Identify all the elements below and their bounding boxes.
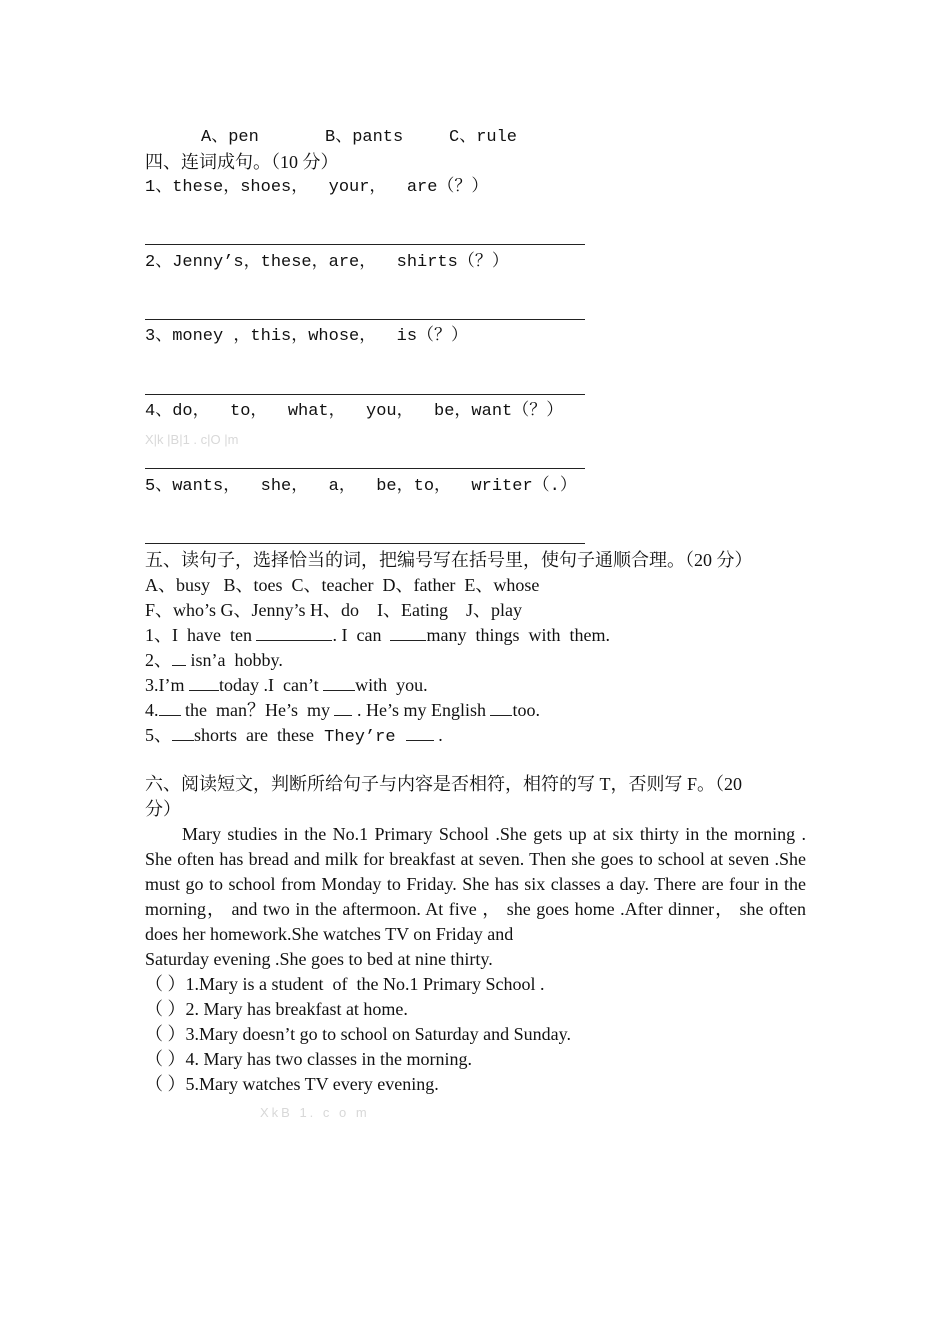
section6-title: 六、阅读短文，判断所给句子与内容是否相符，相符的写 T，否则写 F。（20 xyxy=(145,774,743,794)
statement-3: （ ）3.Mary doesn’t go to school on Saturday and Sunday. xyxy=(145,1024,571,1044)
sentence-4-part: . He’s my English xyxy=(352,700,491,720)
statement-2: （ ）2. Mary has breakfast at home. xyxy=(145,999,408,1019)
sentence-1 xyxy=(145,623,610,647)
sentence-5-part: They’re xyxy=(313,728,406,747)
word-bank-row-1: A、busy B、toes C、teacher D、father E、whose xyxy=(145,575,540,595)
statement-4: （ ）4. Mary has two classes in the morning. xyxy=(145,1049,472,1069)
blank xyxy=(323,674,355,691)
blank xyxy=(189,674,219,691)
section4-item-2: 2、Jenny’s，these，are， shirts（？） xyxy=(145,253,509,272)
sentence-2 xyxy=(145,648,283,672)
blank xyxy=(390,624,426,641)
sentence-1-part: 1、I have ten xyxy=(145,625,257,645)
section4-item-4: 4、do， to， what， you， be，want（？） xyxy=(145,402,564,421)
watermark-text: X|k |B|1 . c|O |m xyxy=(145,432,239,447)
sentence-4-part: the man？He’s my xyxy=(180,700,335,720)
sentence-5-part: shorts are these xyxy=(194,725,314,745)
sentence-5-part: 5、 xyxy=(145,725,172,745)
watermark-text-bottom: XkB 1. c o m xyxy=(260,1105,370,1120)
word-bank-row-2: F、who’s G、Jenny’s H、do I、Eating J、play xyxy=(145,600,522,620)
option-c: C、rule xyxy=(449,128,518,147)
answer-line-3 xyxy=(145,394,585,395)
sentence-3-part: today .I can’t xyxy=(219,675,324,695)
section4-item-5: 5、wants， she， a， be，to， writer（.） xyxy=(145,477,577,496)
answer-line-5 xyxy=(145,543,585,544)
sentence-3-part: with you. xyxy=(355,675,428,695)
section6-title-continued: 分） xyxy=(145,799,181,819)
sentence-3 xyxy=(145,673,428,697)
sentence-4 xyxy=(145,698,540,722)
reading-passage-last-line: Saturday evening .She goes to bed at nine thirty. xyxy=(145,949,493,969)
sentence-1-part: . I can xyxy=(332,625,391,645)
section5-title: 五、读句子，选择恰当的词，把编号写在括号里，使句子通顺合理。（20 分） xyxy=(145,550,753,570)
answer-line-1 xyxy=(145,244,585,245)
blank xyxy=(159,699,181,716)
sentence-1-part: many things with them. xyxy=(426,625,610,645)
blank xyxy=(490,699,512,716)
blank xyxy=(256,624,332,641)
answer-line-4 xyxy=(145,468,585,469)
sentence-4-part: 4. xyxy=(145,700,159,720)
blank xyxy=(334,699,352,716)
statement-5: （ ）5.Mary watches TV every evening. xyxy=(145,1074,439,1094)
sentence-5 xyxy=(145,723,443,750)
answer-line-2 xyxy=(145,319,585,320)
sentence-5-part: . xyxy=(433,725,443,745)
section4-item-3: 3、money ，this，whose， is（？） xyxy=(145,327,469,346)
reading-passage: Mary studies in the No.1 Primary School .She gets up at six thirty in the morning . She often has bread and milk for breakfast at seven. Then she goes to school at seven .She must go to school from Monday to Friday. She has six classes a day. There are four in the morning， and two in the aftermoon. At five ， she goes home .After dinner， she often does her homework.She watches TV on Friday and xyxy=(145,824,806,944)
sentence-3-part: 3.I’m xyxy=(145,675,189,695)
section4-item-1: 1、these，shoes， your， are（？） xyxy=(145,178,489,197)
blank xyxy=(172,724,194,741)
option-b: B、pants xyxy=(325,128,404,147)
section4-title: 四、连词成句。（10 分） xyxy=(145,152,339,172)
sentence-2-part: 2、 xyxy=(145,650,172,670)
statement-1: （ ）1.Mary is a student of the No.1 Primary School . xyxy=(145,974,545,994)
sentence-2-part: isn’a hobby. xyxy=(186,650,283,670)
blank xyxy=(172,649,186,666)
option-a: A、pen xyxy=(201,128,259,147)
sentence-4-part: too. xyxy=(512,700,540,720)
blank xyxy=(406,724,434,741)
